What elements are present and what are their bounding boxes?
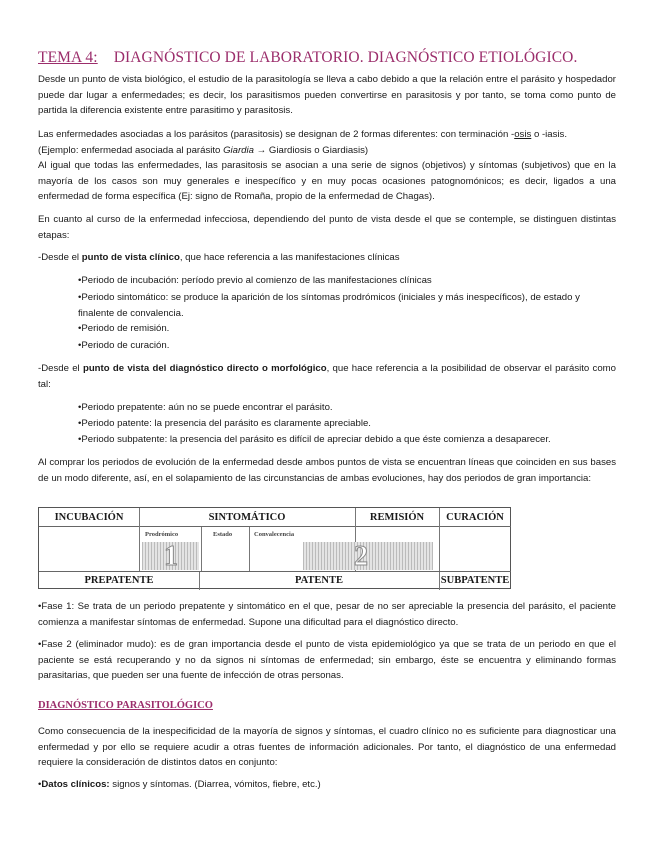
phase-1-number: 1 xyxy=(164,541,178,572)
list-item: • Periodo prepatente: aún no se puede encontrar el parásito. xyxy=(78,400,616,416)
figure-top-label: INCUBACIÓN xyxy=(39,508,139,527)
list-item: • Periodo sintomático: se produce la aparición de los síntomas prodrómicos (iniciales y más inespecíficos), de estado y finalente de convalencia. xyxy=(78,290,616,321)
periods-figure xyxy=(38,507,511,589)
course-paragraph: En cuanto al curso de la enfermedad infecciosa, dependiendo del punto de vista desde el que se contemple, se distinguen distintas etapas: xyxy=(38,214,616,241)
phase-2-paragraph: • Fase 2 (eliminador mudo): es de gran importancia desde el punto de vista epidemiológico ya que se trata de un periodo en que el paciente se está recuperando y no da signos ni síntomas de enfermedad; sin embargo, éste se encuentra y eliminando formas parasitarias, que pueden ser una fuente de infección de otras personas. xyxy=(38,637,616,684)
list-item: • Periodo de incubación: período previo al comienzo de las manifestaciones clínicas xyxy=(78,273,616,289)
list-item: • Periodo de curación. xyxy=(78,338,616,354)
figure-top-label: SINTOMÁTICO xyxy=(139,508,355,527)
figure-divider xyxy=(201,527,202,571)
intro-paragraph: Desde un punto de vista biológico, el estudio de la parasitología se lleva a cabo debido a que la relación entre el parásito y hospedador puede dar lugar a enfermedades; es decir, los parasitismos pueden convertirse en parasitosis y por tanto, se toma como punto de partida la diferencia existente entre parasitimo y parasitosis. xyxy=(38,74,616,116)
signs-paragraph: Al igual que todas las enfermedades, las parasitosis se asocian a una serie de signos (objetivos) y síntomas (subjetivos) que en la mayoría de los casos son muy generales e inespecífico y en muy pocas ocasiones patognomónicos; es decir, ligados a una enfermedad de forma específica (Ej: signo de Romaña, propio de la enfermedad de Chagas). xyxy=(38,160,616,202)
page-title xyxy=(38,49,577,67)
figure-bottom-label: SUBPATENTE xyxy=(439,571,511,590)
list-item: • Periodo subpatente: la presencia del parásito es difícil de apreciar debido a que éste comienza a desaparecer. xyxy=(78,432,616,448)
title-text: DIAGNÓSTICO DE LABORATORIO. DIAGNÓSTICO ETIOLÓGICO. xyxy=(113,49,578,66)
phase-2-number: 2 xyxy=(354,541,368,572)
figure-divider xyxy=(139,508,140,571)
phase-2-shade xyxy=(303,542,433,570)
comparison-paragraph: Al comprar los periodos de evolución de la enfermedad desde ambos puntos de vista se encuentran líneas que coinciden en sus bases de un modo diferente, así, en el solapamiento de las circunstancias de ambas evoluciones, hay dos periodos de gran importancia: xyxy=(38,457,616,484)
title-number: TEMA 4: xyxy=(38,49,98,66)
figure-sub-label: Prodrómico xyxy=(145,531,179,538)
figure-sub-label: Estado xyxy=(213,531,233,538)
figure-bottom-label: PREPATENTE xyxy=(39,571,199,590)
list-item: • Periodo patente: la presencia del parásito es claramente apreciable. xyxy=(78,416,616,432)
clinical-view-line: -Desde el punto de vista clínico, que hace referencia a las manifestaciones clínicas xyxy=(38,252,400,263)
list-item: • Periodo de remisión. xyxy=(78,321,616,337)
figure-top-label: CURACIÓN xyxy=(439,508,511,527)
section-heading: DIAGNÓSTICO PARASITOLÓGICO xyxy=(38,700,213,711)
phase-1-paragraph: • Fase 1: Se trata de un periodo prepatente y sintomático en el que, pesar de no ser apreciable la presencia del parásito, el paciente comienza a manifestar síntomas de enfermedad. Supone una dificultad para el diagnóstico directo. xyxy=(38,599,616,630)
diagnosis-paragraph: Como consecuencia de la inespecificidad de la mayoría de signos y síntomas, el cuadro clínico no es suficiente para diagnosticar una enfermedad y por ello se requiere acudir a otras fuentes de información adicionales. Por tanto, el diagnóstico de una enfermedad requiere la consideración de distintos datos en conjunto: xyxy=(38,726,616,768)
figure-divider xyxy=(249,527,250,571)
figure-bottom-label: PATENTE xyxy=(199,571,439,590)
figure-sub-label: Convalecencia xyxy=(254,531,295,538)
figure-top-label: REMISIÓN xyxy=(355,508,439,527)
direct-view-line: -Desde el punto de vista del diagnóstico directo o morfológico, que hace referencia a la posibilidad de observar el parásito como tal: xyxy=(38,363,616,390)
clinical-data-item: • Datos clínicos: signos y síntomas. (Diarrea, vómitos, fiebre, etc.) xyxy=(38,777,616,793)
parasitosis-paragraph: Las enfermedades asociadas a los parásitos (parasitosis) se designan de 2 formas diferentes: con terminación -osis o -iasis. (Ejemplo: enfermedad asociada al parásito Giardia → Giardiosis o Giardiasis) xyxy=(38,129,568,156)
